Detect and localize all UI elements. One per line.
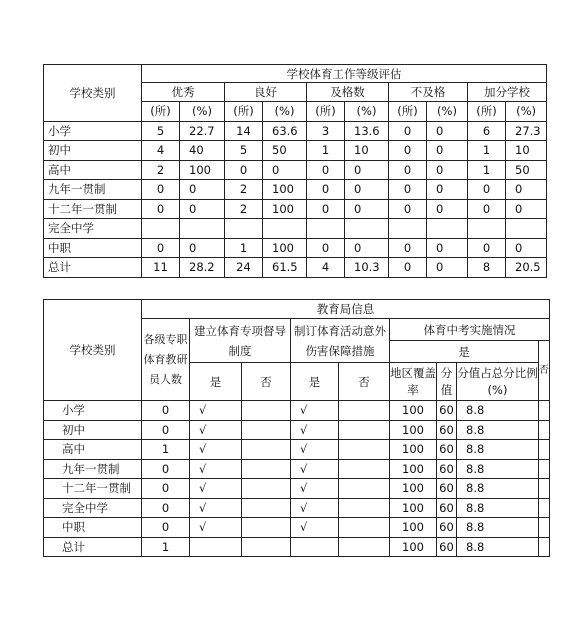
accident-yes-header: 是 <box>291 363 339 401</box>
percent-cell <box>180 219 225 239</box>
count-cell: 1 <box>468 141 506 161</box>
accident-no-header: 否 <box>339 363 390 401</box>
staff-count-cell: 1 <box>142 440 190 460</box>
percent-cell: 10 <box>506 141 547 161</box>
accident-no-cell <box>339 420 390 440</box>
count-cell: 0 <box>142 199 180 219</box>
accident-yes-cell: √ <box>291 479 339 499</box>
percent-cell: 0 <box>180 238 225 258</box>
percent-cell: 0 <box>427 160 468 180</box>
score-cell: 60 <box>437 420 457 440</box>
percent-cell: 22.7 <box>180 121 225 141</box>
ratio-cell: 8.8 <box>457 420 539 440</box>
count-cell: 0 <box>468 180 506 200</box>
staff-count-cell: 0 <box>142 420 190 440</box>
percent-cell: 28.2 <box>180 258 225 278</box>
ratio-cell: 8.8 <box>457 440 539 460</box>
percent-cell: 0 <box>427 141 468 161</box>
staff-count-cell: 0 <box>142 479 190 499</box>
percent-cell: 40 <box>180 141 225 161</box>
score-cell: 60 <box>437 440 457 460</box>
count-cell: 0 <box>389 258 427 278</box>
row-label: 小学 <box>44 121 142 141</box>
count-cell: 0 <box>389 180 427 200</box>
evaluation-table <box>43 64 547 278</box>
score-cell: 60 <box>437 498 457 518</box>
ratio-cell: 8.8 <box>457 459 539 479</box>
unit-header: (%) <box>263 102 307 122</box>
accident-yes-cell: √ <box>291 440 339 460</box>
row-label: 完全中学 <box>44 498 142 518</box>
table-title: 学校体育工作等级评估 <box>142 65 547 83</box>
count-cell: 3 <box>307 121 345 141</box>
unit-header: (%) <box>427 102 468 122</box>
percent-cell: 0 <box>345 160 389 180</box>
exam-header: 体育中考实施情况 <box>390 319 550 341</box>
exam-no-cell <box>539 537 550 557</box>
percent-cell: 0 <box>506 199 547 219</box>
accident-no-cell <box>339 537 390 557</box>
count-cell: 2 <box>225 180 263 200</box>
count-cell: 0 <box>468 238 506 258</box>
corner-header: 学校类别 <box>44 300 142 401</box>
supervision-yes-cell: √ <box>190 420 242 440</box>
percent-cell: 0 <box>506 238 547 258</box>
accident-yes-cell: √ <box>291 401 339 421</box>
row-label: 中职 <box>44 238 142 258</box>
percent-cell: 0 <box>427 238 468 258</box>
exam-no-cell <box>539 459 550 479</box>
score-cell: 60 <box>437 518 457 538</box>
supervision-no-cell <box>242 537 291 557</box>
count-cell <box>142 219 180 239</box>
row-label: 中职 <box>44 518 142 538</box>
staff-count-cell: 0 <box>142 498 190 518</box>
count-cell: 4 <box>307 258 345 278</box>
count-cell: 0 <box>468 199 506 219</box>
count-cell: 2 <box>142 160 180 180</box>
percent-cell: 0 <box>427 199 468 219</box>
percent-cell: 0 <box>506 180 547 200</box>
percent-cell: 0 <box>180 180 225 200</box>
score-cell: 60 <box>437 459 457 479</box>
table-title: 教育局信息 <box>142 300 550 319</box>
ratio-cell: 8.8 <box>457 401 539 421</box>
percent-cell: 20.5 <box>506 258 547 278</box>
count-cell <box>307 219 345 239</box>
percent-cell: 10.3 <box>345 258 389 278</box>
group-header: 及格数 <box>307 83 389 102</box>
count-cell <box>468 219 506 239</box>
row-label: 高中 <box>44 440 142 460</box>
supervision-yes-cell: √ <box>190 479 242 499</box>
count-cell: 24 <box>225 258 263 278</box>
percent-cell: 0 <box>345 238 389 258</box>
row-label: 高中 <box>44 160 142 180</box>
unit-header: (所) <box>142 102 180 122</box>
table-row <box>44 160 547 180</box>
percent-cell: 100 <box>263 238 307 258</box>
supervision-no-cell <box>242 479 291 499</box>
coverage-cell: 100 <box>390 479 437 499</box>
exam-no-cell <box>539 518 550 538</box>
ratio-header: 分值占总分比例(%) <box>457 363 539 401</box>
count-cell: 0 <box>389 160 427 180</box>
unit-header: (%) <box>506 102 547 122</box>
exam-no-cell <box>539 401 550 421</box>
table-row <box>44 141 547 161</box>
exam-no-header: 否 <box>539 341 550 401</box>
percent-cell: 100 <box>263 199 307 219</box>
row-label: 十二年一贯制 <box>44 199 142 219</box>
supervision-no-cell <box>242 459 291 479</box>
table-row <box>44 401 550 421</box>
count-cell: 4 <box>142 141 180 161</box>
table-row <box>44 420 550 440</box>
supervision-no-cell <box>242 420 291 440</box>
table-row <box>44 459 550 479</box>
percent-cell: 0 <box>427 180 468 200</box>
supervision-header: 建立体育专项督导制度 <box>190 319 291 363</box>
group-header: 良好 <box>225 83 307 102</box>
accident-yes-cell: √ <box>291 459 339 479</box>
score-cell: 60 <box>437 401 457 421</box>
exam-no-cell <box>539 440 550 460</box>
percent-cell: 0 <box>345 180 389 200</box>
percent-cell: 61.5 <box>263 258 307 278</box>
percent-cell: 63.6 <box>263 121 307 141</box>
ratio-cell: 8.8 <box>457 498 539 518</box>
percent-cell: 13.6 <box>345 121 389 141</box>
accident-no-cell <box>339 518 390 538</box>
table-row <box>44 440 550 460</box>
percent-cell: 10 <box>345 141 389 161</box>
count-cell: 0 <box>307 238 345 258</box>
coverage-cell: 100 <box>390 498 437 518</box>
accident-no-cell <box>339 459 390 479</box>
supervision-yes-cell: √ <box>190 440 242 460</box>
coverage-header: 地区覆盖率 <box>390 363 437 401</box>
table-row <box>44 238 547 258</box>
count-cell: 5 <box>225 141 263 161</box>
supervision-yes-cell: √ <box>190 459 242 479</box>
coverage-cell: 100 <box>390 420 437 440</box>
row-label: 九年一贯制 <box>44 459 142 479</box>
count-cell: 0 <box>389 238 427 258</box>
supervision-yes-cell: √ <box>190 401 242 421</box>
unit-header: (%) <box>345 102 389 122</box>
count-cell: 5 <box>142 121 180 141</box>
percent-cell <box>506 219 547 239</box>
supervision-no-header: 否 <box>242 363 291 401</box>
exam-no-cell <box>539 479 550 499</box>
row-label: 总计 <box>44 258 142 278</box>
percent-cell: 100 <box>180 160 225 180</box>
count-cell: 0 <box>389 121 427 141</box>
row-label: 九年一贯制 <box>44 180 142 200</box>
accident-yes-cell: √ <box>291 498 339 518</box>
score-cell: 60 <box>437 479 457 499</box>
percent-cell: 50 <box>506 160 547 180</box>
table-row <box>44 219 547 239</box>
count-cell: 11 <box>142 258 180 278</box>
percent-cell: 100 <box>263 180 307 200</box>
percent-cell: 0 <box>345 199 389 219</box>
accident-header: 制订体育活动意外伤害保障措施 <box>291 319 390 363</box>
percent-cell: 50 <box>263 141 307 161</box>
coverage-cell: 100 <box>390 401 437 421</box>
supervision-yes-header: 是 <box>190 363 242 401</box>
score-header: 分值 <box>437 363 457 401</box>
table-row <box>44 537 550 557</box>
supervision-yes-cell <box>190 537 242 557</box>
table-row <box>44 258 547 278</box>
table-row <box>44 518 550 538</box>
ratio-cell: 8.8 <box>457 479 539 499</box>
corner-header: 学校类别 <box>44 65 142 122</box>
row-label: 初中 <box>44 141 142 161</box>
ratio-cell: 8.8 <box>457 518 539 538</box>
count-cell <box>225 219 263 239</box>
count-cell: 2 <box>225 199 263 219</box>
table-row <box>44 121 547 141</box>
percent-cell <box>263 219 307 239</box>
row-label: 十二年一贯制 <box>44 479 142 499</box>
group-header: 不及格 <box>389 83 468 102</box>
table-row <box>44 199 547 219</box>
table-row <box>44 498 550 518</box>
coverage-cell: 100 <box>390 459 437 479</box>
staff-count-cell: 1 <box>142 537 190 557</box>
count-cell: 1 <box>307 141 345 161</box>
count-cell: 0 <box>142 180 180 200</box>
count-cell: 8 <box>468 258 506 278</box>
supervision-no-cell <box>242 518 291 538</box>
count-cell: 0 <box>307 180 345 200</box>
percent-cell: 0 <box>263 160 307 180</box>
row-label: 总计 <box>44 537 142 557</box>
percent-cell: 27.3 <box>506 121 547 141</box>
exam-no-cell <box>539 498 550 518</box>
staff-count-cell: 0 <box>142 518 190 538</box>
percent-cell: 0 <box>180 199 225 219</box>
accident-no-cell <box>339 498 390 518</box>
supervision-yes-cell: √ <box>190 498 242 518</box>
table-row <box>44 180 547 200</box>
count-cell <box>389 219 427 239</box>
staff-count-header: 各级专职体育教研员人数 <box>142 319 190 401</box>
count-cell: 0 <box>389 199 427 219</box>
count-cell: 14 <box>225 121 263 141</box>
unit-header: (所) <box>225 102 263 122</box>
unit-header: (%) <box>180 102 225 122</box>
coverage-cell: 100 <box>390 518 437 538</box>
count-cell: 0 <box>142 238 180 258</box>
unit-header: (所) <box>389 102 427 122</box>
unit-header: (所) <box>307 102 345 122</box>
coverage-cell: 100 <box>390 537 437 557</box>
count-cell: 1 <box>468 160 506 180</box>
ratio-cell: 8.8 <box>457 537 539 557</box>
row-label: 小学 <box>44 401 142 421</box>
percent-cell <box>345 219 389 239</box>
supervision-no-cell <box>242 498 291 518</box>
staff-count-cell: 0 <box>142 401 190 421</box>
accident-no-cell <box>339 401 390 421</box>
exam-yes-header: 是 <box>390 341 539 363</box>
supervision-yes-cell: √ <box>190 518 242 538</box>
count-cell: 6 <box>468 121 506 141</box>
staff-count-cell: 0 <box>142 459 190 479</box>
accident-no-cell <box>339 479 390 499</box>
count-cell: 1 <box>225 238 263 258</box>
accident-yes-cell: √ <box>291 518 339 538</box>
accident-no-cell <box>339 440 390 460</box>
supervision-no-cell <box>242 401 291 421</box>
percent-cell: 0 <box>427 121 468 141</box>
coverage-cell: 100 <box>390 440 437 460</box>
score-cell: 60 <box>437 537 457 557</box>
count-cell: 0 <box>389 141 427 161</box>
row-label: 完全中学 <box>44 219 142 239</box>
percent-cell <box>427 219 468 239</box>
supervision-no-cell <box>242 440 291 460</box>
count-cell: 0 <box>307 160 345 180</box>
accident-yes-cell <box>291 537 339 557</box>
count-cell: 0 <box>225 160 263 180</box>
table-row <box>44 479 550 499</box>
group-header: 加分学校 <box>468 83 547 102</box>
bureau-info-table <box>43 299 550 557</box>
exam-no-cell <box>539 420 550 440</box>
unit-header: (所) <box>468 102 506 122</box>
row-label: 初中 <box>44 420 142 440</box>
group-header: 优秀 <box>142 83 225 102</box>
percent-cell: 0 <box>427 258 468 278</box>
accident-yes-cell: √ <box>291 420 339 440</box>
count-cell: 0 <box>307 199 345 219</box>
